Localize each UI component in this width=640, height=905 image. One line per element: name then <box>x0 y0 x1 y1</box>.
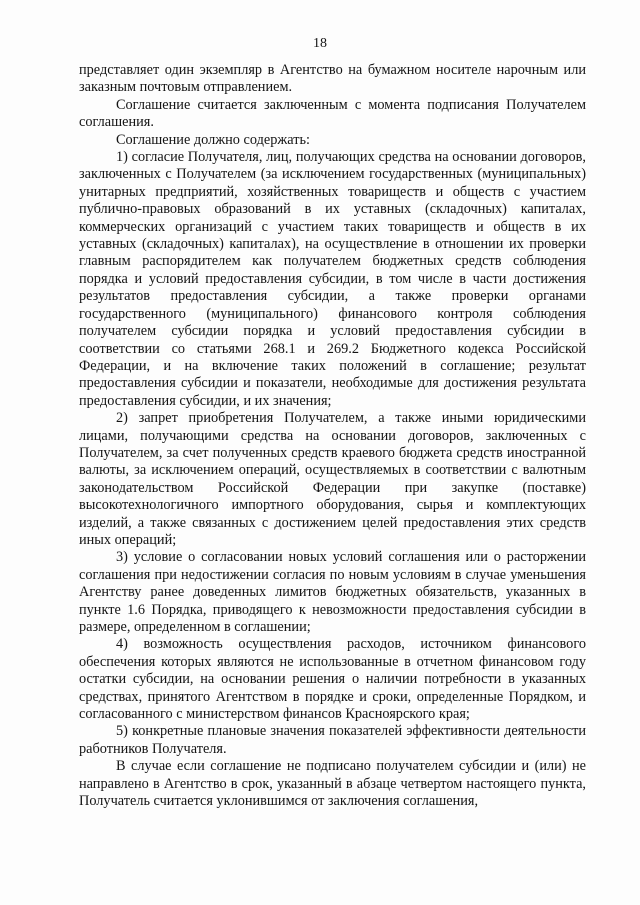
page-number: 18 <box>313 36 327 51</box>
list-item-3: 3) условие о согласовании новых условий соглашения или о расторжении соглашения при недостижении согласия по новым условиям в случае уменьшения Агентству ранее доведенных лимитов бюджетных обязательств, указанных в пункте 1.6 Порядка, приводящего к невозможности предоставления субсидии в размере, определенном в соглашении; <box>79 549 586 635</box>
paragraph-unsigned-agreement: В случае если соглашение не подписано получателем субсидии и (или) не направлено в Агентство в срок, указанный в абзаце четвертом настоящего пункта, Получатель считается уклонившимся от заключения соглашения, <box>79 758 586 810</box>
paragraph-agreement-contents: Соглашение должно содержать: <box>116 131 310 148</box>
list-item-1: 1) согласие Получателя, лиц, получающих средства на основании договоров, заключенных с Получателем (за исключением государственных (муниципальных) унитарных предприятий, хозяйственных товариществ и обществ с участием публично-правовых образований в их уставных (складочных) капиталах, коммерческих организаций с участием таких товариществ и обществ в их уставных (складочных) капиталах), на осуществление в отношении их проверки главным распорядителем как получателем бюджетных средств соблюдения порядка и условий предоставления субсидии, в том числе в части достижения результатов предоставления субсидии, а также проверки органами государственного (муниципального) финансового контроля соблюдения получателем субсидии порядка и условий предоставления субсидии в соответствии со статьями 268.1 и 269.2 Бюджетного кодекса Российской Федерации, и на включение таких положений в соглашение; результат предоставления субсидии и показатели, необходимые для достижения результата предоставления субсидии, и их значения; <box>79 149 586 409</box>
paragraph-agreement-concluded: Соглашение считается заключенным с момента подписания Получателем соглашения. <box>79 96 586 131</box>
list-item-4: 4) возможность осуществления расходов, источником финансового обеспечения которых являются не использованные в отчетном финансовом году остатки субсидии, на основании решения о наличии потребности в указанных средствах, принятого Агентством в порядке и сроки, определенные Порядком, и согласованного с министерством финансов Красноярского края; <box>79 636 586 723</box>
paragraph-continuation: представляет один экземпляр в Агентство на бумажном носителе нарочным или заказным почтовым отправлением. <box>79 62 586 96</box>
document-body <box>79 62 586 810</box>
list-item-5: 5) конкретные плановые значения показателей эффективности деятельности работников Получателя. <box>79 723 586 757</box>
list-item-2: 2) запрет приобретения Получателем, а также иными юридическими лицами, получающими средства на основании договоров, заключенных с Получателем, за счет полученных средств краевого бюджета средств иностранной валюты, за исключением операций, осуществляемых в соответствии с валютным законодательством Российской Федерации при закупке (поставке) высокотехнологичного импортного оборудования, сырья и комплектующих изделий, а также связанных с достижением целей предоставления этих средств иных операций; <box>79 410 586 548</box>
